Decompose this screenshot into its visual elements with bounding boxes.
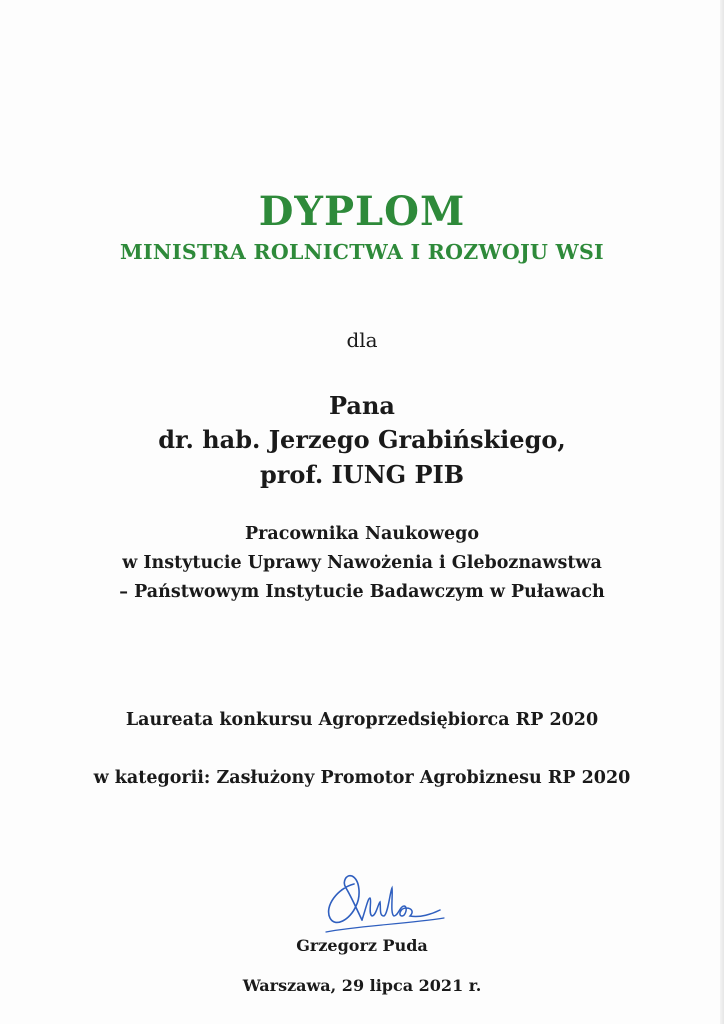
- place-and-date: Warszawa, 29 lipca 2021 r.: [242, 976, 482, 995]
- recipient-name: dr. hab. Jerzego Grabińskiego,: [158, 425, 566, 454]
- laureate-text: Laureata konkursu Agroprzedsiębiorca RP 2020: [125, 710, 599, 730]
- handwritten-signature: [316, 862, 456, 942]
- diploma-subtitle: MINISTRA ROLNICTWA I ROZWOJU WSI: [120, 240, 604, 264]
- position-line-1: Pracownika Naukowego: [244, 524, 479, 544]
- salutation-text: Pana: [329, 391, 395, 420]
- recipient-title: prof. IUNG PIB: [259, 460, 465, 489]
- position-line-3: – Państwowym Instytucie Badawczym w Puławach: [119, 582, 605, 602]
- preposition-text: dla: [346, 328, 378, 352]
- diploma-title: DYPLOM: [258, 188, 466, 235]
- category-text: w kategorii: Zasłużony Promotor Agrobiznesu RP 2020: [93, 768, 631, 788]
- page-edge-shadow: [720, 0, 724, 1024]
- position-line-2: w Instytucie Uprawy Nawożenia i Gleboznawstwa: [122, 553, 602, 573]
- signer-name: Grzegorz Puda: [296, 936, 428, 955]
